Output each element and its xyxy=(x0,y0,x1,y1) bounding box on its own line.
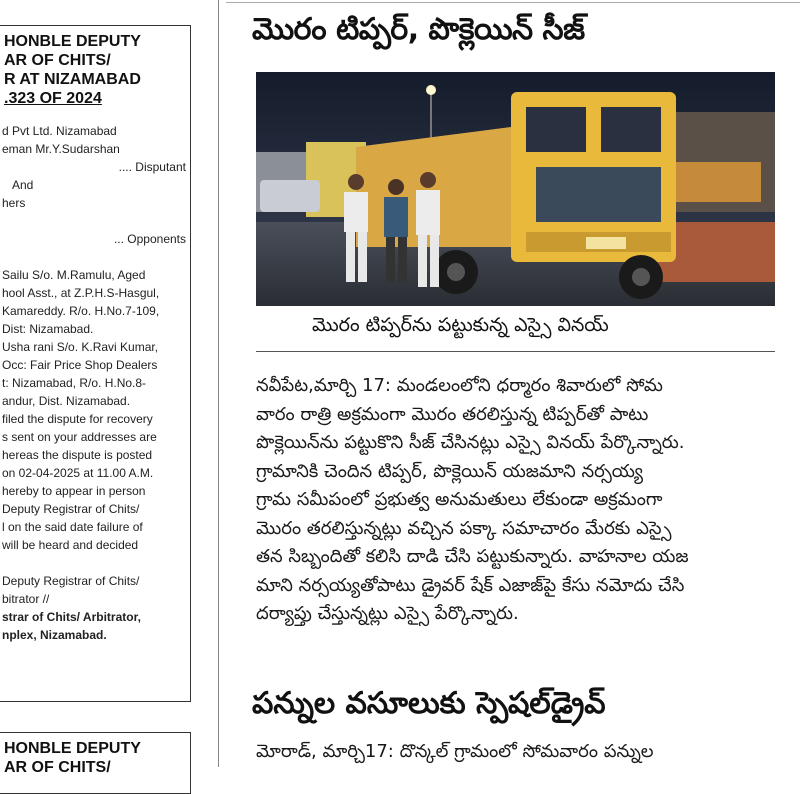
article-line: తన సిబ్బందితో కలిసి దాడి చేసి పట్టుకున్నారు. వాహనాల యజ xyxy=(256,546,689,567)
column-divider xyxy=(218,0,219,767)
left-column xyxy=(0,0,196,776)
article-line: వారం రాత్రి అక్రమంగా మొరం తరలిస్తున్న టిప్పర్‌తో పాటు xyxy=(256,403,649,425)
article-line: మొరం తరలిస్తున్నట్లు వచ్చిన పక్కా సమాచారం మేరకు ఎస్సై xyxy=(256,517,672,539)
notice-title-line: HONBLE DEPUTY xyxy=(4,740,141,757)
notice-title-line: R AT NIZAMABAD xyxy=(4,71,141,88)
article-line: దర్యాప్తు చేస్తున్నట్లు ఎస్సై పేర్కొన్నారు. xyxy=(256,603,519,624)
article-line: గ్రామానికి చెందిన టిప్పర్, పొక్లెయిన్ యజమాని నర్సయ్య xyxy=(256,460,643,482)
notice-title xyxy=(0,733,190,777)
article-headline: మొరం టిప్పర్, పొక్లెయిన్ సీజ్ xyxy=(252,12,585,47)
second-article-first-line: మోరాడ్, మార్చి17: దొన్కల్ గ్రామంలో సోమవారం పన్నుల xyxy=(256,741,654,762)
notice-body-line: t: Nizamabad, R/o. H.No.8- xyxy=(2,376,147,390)
article-line: పొక్లెయిన్‌ను పట్టుకొని సీజ్ చేసినట్లు ఎస్సై వినయ్ పేర్కొన్నారు. xyxy=(256,432,685,453)
notice-body-line: Kamareddy. R/o. H.No.7-109, xyxy=(2,304,160,318)
notice-body-line xyxy=(2,212,190,230)
notice-title-line: AR OF CHITS/ xyxy=(4,52,111,69)
news-photo xyxy=(256,72,775,306)
notice-body-line: hool Asst., at Z.P.H.S-Hasgul, xyxy=(2,286,160,300)
notice-body-line: Dist: Nizamabad. xyxy=(2,322,94,336)
notice-title-line: AR OF CHITS/ xyxy=(4,759,111,776)
notice-body-line: Deputy Registrar of Chits/ xyxy=(2,502,140,516)
notice-body-line: hereby to appear in person xyxy=(2,484,146,498)
article-line: నవీపేట,మార్చి 17: మండలంలోని ధర్మారం శివారులో సోమ xyxy=(256,375,663,396)
notice-body-line xyxy=(2,554,190,572)
notice-body-line: Usha rani S/o. K.Ravi Kumar, xyxy=(2,340,159,354)
notice-body-line: eman Mr.Y.Sudarshan xyxy=(2,142,120,156)
top-rule xyxy=(226,2,800,3)
notice-body-line: d Pvt Ltd. Nizamabad xyxy=(2,124,117,138)
photo-caption: మొరం టిప్పర్‌ను పట్టుకున్న ఎస్సై వినయ్ xyxy=(312,314,609,336)
notice-case-number: .323 OF 2024 xyxy=(4,90,102,107)
notice-body-line: strar of Chits/ Arbitrator, xyxy=(2,610,141,624)
notice-body-line: Sailu S/o. M.Ramulu, Aged xyxy=(2,268,146,282)
caption-rule xyxy=(256,351,775,352)
notice-body-line: Occ: Fair Price Shop Dealers xyxy=(2,358,158,372)
article-line: గ్రామ సమీపంలో ప్రభుత్వ అనుమతులు లేకుండా అక్రమంగా xyxy=(256,489,663,510)
legal-notice-box xyxy=(0,25,191,702)
notice-body-line xyxy=(2,248,190,266)
article-line: మాని నర్సయ్యతోపాటు డ్రైవర్ షేక్ ఎజాజ్‌పై కేసు నమోదు చేసి xyxy=(256,574,685,596)
notice-body-line: s sent on your addresses are xyxy=(2,430,157,444)
notice-body-line: .... Disputant xyxy=(118,160,186,174)
second-article-headline: పన్నుల వసూలుకు స్పెషల్‌డ్రైవ్ xyxy=(252,686,606,721)
notice-body-line: l on the said date failure of xyxy=(2,520,143,534)
notice-body-line: hers xyxy=(2,196,26,210)
notice-body-line: bitrator // xyxy=(2,592,50,606)
notice-body-line: filed the dispute for recovery xyxy=(2,412,153,426)
notice-body-line: on 02-04-2025 at 11.00 A.M. xyxy=(2,466,154,480)
notice-body-line: nplex, Nizamabad. xyxy=(2,628,107,642)
notice-body-line: ... Opponents xyxy=(113,232,186,246)
notice-body xyxy=(0,122,190,644)
notice-body-line: Deputy Registrar of Chits/ xyxy=(2,574,140,588)
legal-notice-box-2 xyxy=(0,732,191,794)
notice-body-line: hereas the dispute is posted xyxy=(2,448,153,462)
notice-title-line: HONBLE DEPUTY xyxy=(4,33,141,50)
article-body xyxy=(256,372,796,629)
notice-body-line: andur, Dist. Nizamabad. xyxy=(2,394,131,408)
notice-body-line: And xyxy=(12,178,34,192)
notice-title xyxy=(0,26,190,108)
notice-body-line: will be heard and decided xyxy=(2,538,139,552)
